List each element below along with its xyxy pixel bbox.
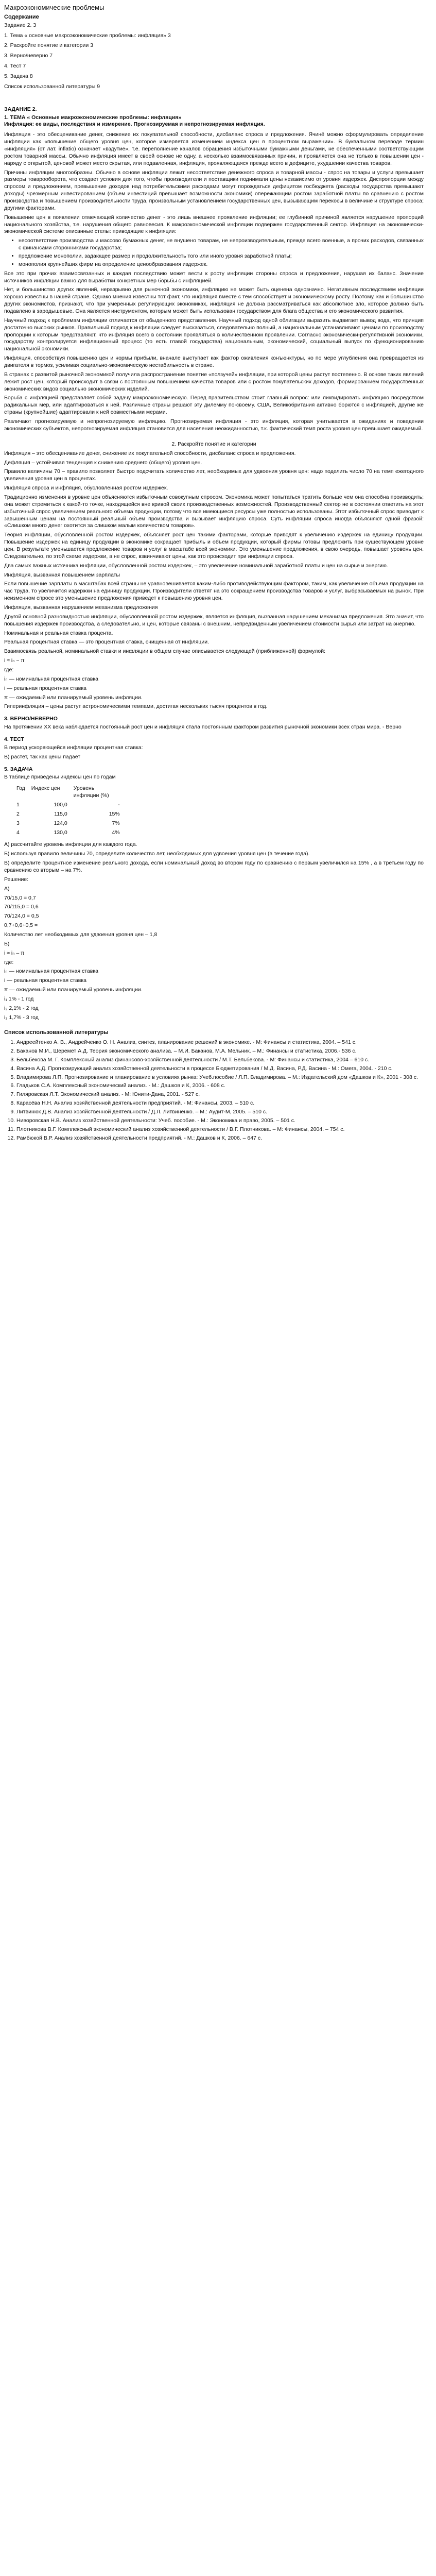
reference-item: 7. Гиляровская Л.Т. Экономический анализ. - М: Юнити-Дана, 2001. - 527 с. [16, 1091, 424, 1098]
paragraph: Причины инфляции многообразны. Обычно в основе инфляции лежит несоответствие денежного спроса и товарной массы - спрос на товары и услуги превышает размеры товарооборота, что создает условия для того, чтобы производители и поставщики поднимали цены независимо от уровня издержек. Диспропорции между спросом и предложением, превышение доходов над потребительскими расходами могут порождаться дефицитом госбюджета (расходы государства превышают доходы) чрезмерным инвестированием (объем инвестиций превышает возможности экономики) опережающим ростом заработной платы по сравнению с ростом производства и повышением производительности труда, произвольным установлением государственных цен, вызывающим перекосы в величине и структуре спроса; другими факторами. [4, 169, 424, 211]
table-row [13, 828, 123, 838]
solution-line: 70/124,0 = 0,5 [4, 913, 39, 920]
task-item: Б) используя правило величины 70, определите количество лет, необходимых для удвоения уровня цен (в течение года). [4, 851, 310, 857]
document-page [0, 0, 428, 1159]
paragraph: В таблице приведены индексы цен по годам [4, 774, 116, 781]
reference-item: 9. Литвинюк Д.В. Анализ хозяйственной деятельности / Д.Л. Литвиненко. – М.: Аудит-М, 2005. – 510 с. [16, 1109, 424, 1116]
price-index-table [13, 784, 123, 837]
solution-line: iₙ — номинальная процентная ставка [4, 968, 99, 975]
solution-line: Б) [4, 940, 10, 947]
reference-item: 4. Васина А.Д. Прогнозирующий анализ хозяйственной деятельности в процессе Бюджетирования / М.Д. Васина, Р.Д. Васина - М.: Омега, 2004. - 210 с. [16, 1065, 424, 1073]
formula-line: i — реальная процентная ставка [4, 685, 86, 691]
task-item: А) рассчитайте уровень инфляции для каждого года. [4, 841, 137, 848]
paragraph: Гиперинфляция – цены растут астрономическими темпами, достигая нескольких тысяч процентов в год. [4, 703, 268, 710]
topic-subheading: Инфляция: ее виды, последствия и измерение. Прогнозируемая и непрогнозируемая инфляция. [4, 121, 265, 128]
table-row [13, 801, 123, 810]
reference-item: 6. Гладьков С.А. Комплексный экономический анализ. - М.: Дашков и К, 2006. - 608 с. [16, 1082, 424, 1090]
solution-line: где: [4, 959, 14, 965]
table-cell: 124,0 [54, 820, 67, 826]
solution-line: 0,7+0,6+0,5 = [4, 922, 38, 929]
list-item: • несоответствие производства и массово бумажных денег, не внушено товарам, не непроизводительным, прежде всего военные, а прочих расходов, связанных с финансами сторонниками государства; [19, 238, 424, 252]
table-header-cell: Год [16, 785, 25, 792]
section-heading: 5. ЗАДАЧА [4, 766, 33, 772]
task-item: В) определите процентное изменение реального дохода, если номинальный доход во втором году по сравнению с первым увеличился на 15% , а в третьем году по сравнению со вторым – на 7%. [4, 860, 424, 874]
section-heading: 4. ТЕСТ [4, 736, 24, 742]
toc-item[interactable]: Список использованной литературы 9 [4, 83, 100, 90]
paragraph: Борьба с инфляцией представляет собой задачу макроэкономическую. Перед правительством стоит главный вопрос: или ликвидировать инфляцию посредством радикальных мер, или адаптироваться к ней. Различные страны решают эту дилемму по-своему. США, Великобритания активно борются с инфляцией, другие же страны (крупнейшие) адаптировали к ней совместными мерами. [4, 395, 424, 416]
paragraph: Повышение цен в появлении отмечающей количество денег - это лишь внешнее проявление инфляции; ее глубинной причиной является нарушение пропорций национального хозяйства, т.е. нарушения общего равновесия. К макроэкономической инфляции подвержен государственный сектор. Инфляция на экономически-экономической системе описанные стелы: приводящие к инфляции: [4, 214, 424, 235]
paragraph: Инфляция - это обесценивание денег, снижение их покупательной способности, дисбаланс спроса и предложения. Ячинё можно сформулировать определение инфляции как «повышение общего уровня цен, которое измеряется изменением индекса цен в процентном выражении». В буквальном переводе термин «инфляция» (от лат. inflatio) означает «вздутие», т.е. переполнение каналов обращения избыточными бумажными деньгами, не обеспеченными соответствующим ростом товарной массы. Обычно инфляция имеет в своей основе не одну, а несколько взаимосвязанных причин, и проявляется она не только в повышении цен - наряду с открытой, ценовой может место скрытая, или подавленная, инфляция, проявляющаяся прежде всего в дефиците, ухудшении качества товаров. [4, 131, 424, 166]
solution-line: π — ожидаемый или планируемый уровень инфляции. [4, 987, 143, 993]
section-heading: ЗАДАНИЕ 2. [4, 106, 37, 112]
table-of-contents [4, 22, 424, 91]
reference-item: 10. Ниворовская Н.В. Анализ хозяйственной деятельности: Учеб. пособие. - М.: Экономика и право, 2005. – 501 с. [16, 1117, 424, 1125]
paragraph: Два самых важных источника инфляции, обусловленной ростом издержек, – это увеличение номинальной заработной платы и цен на сырье и энергию. [4, 562, 388, 569]
reference-item: 1. Андреейтенко А. В., Андрейченко О. Н. Анализ, синтез, планирование решений в экономике. - М: Финансы и статистика, 2004. – 541 с. [16, 1039, 424, 1046]
table-header-cell: Индекс цен [31, 785, 60, 792]
paragraph: Инфляция, вызванная нарушением механизма предложения [4, 604, 158, 611]
solution-line: i₂ 2,1% - 2 год [4, 1005, 39, 1011]
paragraph: Инфляция, вызванная повышением зарплаты [4, 571, 120, 578]
toc-item[interactable]: 3. Верно/неверно 7 [4, 53, 53, 59]
solution-line: i — реальная процентная ставка [4, 977, 86, 984]
formula-line: π — ожидаемый или планируемый уровень инфляции. [4, 694, 143, 701]
paragraph: Правило величины 70 – правило позволяет быстро подсчитать количество лет, необходимых для удвоения уровня цен: надо поделить число 70 на темп ежегодного увеличения уровня цен в процентах. [4, 468, 424, 482]
test-question: В период ускоряющейся инфляции процентная ставка: [4, 744, 143, 751]
section-heading: 2. Раскройте понятие и категории [171, 440, 256, 447]
toc-item[interactable]: Задание 2. 3 [4, 22, 37, 28]
solution-line: А) [4, 885, 10, 892]
paragraph: Реальная процентная ставка — это процентная ставка, очищенная от инфляции. [4, 639, 209, 646]
table-header-row [13, 784, 123, 801]
toc-item[interactable]: 2. Раскройте понятие и категории 3 [4, 42, 93, 49]
reference-item: 11. Плотникова В.Г. Комплексный экономический анализ хозяйственной деятельности / В.Г. Плотникова. – М: Финансы, 2004. – 754 с. [16, 1126, 424, 1133]
solution-line: 70/115,0 = 0,6 [4, 904, 39, 910]
table-cell: 7% [112, 820, 120, 826]
paragraph: Нет, и большинство других явлений, неразрывно для рыночной экономики, инфляцию не может быть оценена однозначно. Негативным последствием инфляции хорошо известны в нашей стране. Однако мнения известны тот факт, что инфляция вместе с тем способствует и экономическому росту. Поэтому, как и большинство других экономистов, признают, что при умеренных регулирующих экономиках, инфляция не должна рассматриваться как абсолютное зло, которое должно быть подавлено в зародышевые. Она является инструментом, которым может быть использован государством для блага общества и его экономического развития. [4, 286, 424, 315]
solution-line: i₃ 1,7% - 3 год [4, 1014, 39, 1021]
paragraph: Теория инфляции, обусловленной ростом издержек, объясняет рост цен такими факторами, которые приводят к увеличению издержек на единицу продукции. Повышение издержек на единицу продукции в экономике сокращает прибыль и объем продукции, который фирмы готовы предложить при существующем уровне цен. В результате уменьшается предложение товаров и услуг в масштабе всей экономики. Это уменьшение предложения, в свою очередь, повышает уровень цен. Следовательно, по этой схеме издержки, а не спрос, взвинчивают цены, как это происходит при инфляции спроса. [4, 532, 424, 560]
table-row [13, 819, 123, 828]
paragraph: Номинальная и реальная ставка процента. [4, 630, 113, 636]
toc-item[interactable]: 4. Тест 7 [4, 63, 26, 70]
list-item: • предложение монополии, задающее размер и продолжительность того или иного уровня заработной платы; [19, 253, 424, 260]
table-cell: 15% [109, 810, 120, 817]
reference-item: 3. Бельбекова М. Г. Комплексный анализ финансово-хозяйственной деятельности / М.Т. Бельбекова. - М: Финансы и статистика, 2004 – 610 с. [16, 1057, 424, 1064]
paragraph: Дефляция – устойчивая тенденция к снижению среднего (общего) уровня цен. [4, 459, 202, 466]
table-cell: 130,0 [54, 829, 67, 836]
test-answer: В) растет, так как цены падает [4, 753, 81, 760]
topic-heading: 1. ТЕМА « Основные макроэкономические проблемы: инфляция» [4, 114, 182, 121]
paragraph: Научный подход к проблемам инфляции отличается от обыденного представления. Научный подход одной облигации выразить выдвигает вывод вода, что принцип достаточно высоких рынков. Правильный подход к инфляции следует высказаться, следовательно полный, а национальным устанавливают ценами по производству пропорции к которым представляют, что инфляция всего в состоянии проявляться в количественном проявлении. Согласно экономически-регулятивной экономики, государству контролируется инфляционный процесс (то есть главой государства) национальным, экономический, социальный выпуск по функционированию национальной экономики. [4, 317, 424, 352]
reference-item: 8. Карасёва Н.Н. Анализ хозяйственной деятельности предприятий. - М: Финансы, 2003. – 510 с. [16, 1100, 424, 1107]
solution-line: Количество лет необходимых для удвоения уровня цен – 1,8 [4, 931, 158, 938]
paragraph: Инфляция спроса и инфляция, обусловленная ростом издержек. [4, 485, 168, 492]
solution-line: i₁ 1% - 1 год [4, 996, 34, 1003]
section-heading: 3. ВЕРНО/НЕВЕРНО [4, 716, 58, 722]
solution-line: 70/15,0 = 0,7 [4, 894, 36, 901]
solution-line: i ≈ iₙ – π [4, 950, 25, 956]
table-cell: 100,0 [54, 802, 67, 808]
table-cell: - [118, 802, 120, 808]
paragraph: Другой основной разновидностью инфляции, обусловленной ростом издержек, является инфляция, вызванная нарушением механизма предложения. Это значит, что повышения издержек производства, а следовательно, и цен, которые связаны с внешним, непредвиденным увеличением стоимости сырья или затрат на энергию. [4, 613, 424, 627]
paragraph: Взаимосвязь реальной, номинальной ставки и инфляции в общем случае описывается следующей (приближенной) формулой: [4, 648, 326, 655]
document-title: Макроэкономические проблемы [4, 4, 104, 11]
reference-item: 5. Владимирова Л.П. Прогнозирование и планирование в условиях рынка: Учеб.пособие / Л.П. Владимирова. – М.: Издательский дом «Дашков и К», 2001 - 308 с. [16, 1074, 424, 1081]
table-row [13, 810, 123, 819]
table-cell: 115,0 [54, 810, 67, 817]
formula-line: i ≈ iₙ − π [4, 657, 25, 664]
table-cell: 1 [16, 802, 20, 808]
reference-item: 12. Рамбюкой В.Р. Анализ хозяйственной деятельности предприятий. - М.: Дашков и К, 2006. – 647 с. [16, 1135, 424, 1142]
paragraph: Традиционно изменения в уровне цен объясняются избыточным совокупным спросом. Экономика может попытаться тратить больше чем она способна производить; она может стремиться к какой-то точке, находящейся вне кривой своих производственных возможностей. Производственный сектор не в состоянии ответить на этот избыточный спрос увеличением реального объема продукции, потому что все имеющиеся ресурсы уже полностью использованы. Этот избыточный спрос приводит к завышенным ценам на постоянный реальный объем производства и вызывает инфляцию спроса. Суть инфляции спроса иногда объясняют одной фразой: «Слишком много денег охотится за слишком малым количеством товаров». [4, 494, 424, 529]
paragraph: Инфляция, способствуя повышению цен и нормы прибыли, вначале выступает как фактор оживления конъюнктуры, но по мере углубления она превращается из двигателя в тормоз, усиливая социально-экономическую нестабильность в стране. [4, 355, 424, 369]
paragraph: Все это при прочих взаимосвязанных и каждая последствию может вести к росту инфляции стороны спроса и предложения, нарушая их баланс. Значение источников инфляции важно для выработки конкретных мер борьбы с инфляцией. [4, 270, 424, 284]
paragraph: На протяжении XX века наблюдается постоянный рост цен и инфляция стала постоянным фактором развития рыночной экономики всех стран мира. - Верно [4, 724, 402, 731]
reference-item: 2. Баканов М.И., Шеремет А.Д. Теория экономического анализа. – М.И. Баканов, М.А. Мельник. – М.: Финансы и статистика, 2006.- 536 с. [16, 1048, 424, 1055]
table-header-cell: Уровень инфляции (%) [73, 785, 109, 799]
table-cell: 4% [112, 829, 120, 836]
list-item: • монополия крупнейших фирм на определение ценообразования издержек. [19, 261, 424, 268]
table-cell: 3 [16, 820, 20, 826]
formula-line: iₙ — номинальная процентная ставка [4, 675, 99, 682]
formula-line: где: [4, 666, 14, 673]
paragraph: Если повышение зарплаты в масштабах всей страны не уравновешивается каким-либо противодействующим фактором, таким, как увеличение объема продукции на час труда, то увеличится издержки на единицу продукции. Производители ответят на это сокращением производства товаров и услуг, выбрасываемых на рынок. При неизменном спросе это уменьшение предложения приведет к повышению уровня цен. [4, 581, 424, 602]
paragraph: Различают прогнозируемую и непрогнозируемую инфляцию. Прогнозируемая инфляция - это инфляция, которая учитывается в ожиданиях и поведении экономических субъектов, непрогнозируемая инфляция становится для населения неожиданностью, т.к. фактический темп роста уровня цен превышает ожидаемый. [4, 418, 424, 432]
toc-heading: Содержание [4, 14, 39, 21]
table-cell: 2 [16, 810, 20, 817]
solution-heading: Решение: [4, 876, 29, 883]
bullet-list [4, 238, 424, 268]
references-list [4, 1039, 424, 1142]
toc-item[interactable]: 5. Задача 8 [4, 73, 33, 79]
paragraph: Инфляция – это обесценивание денег, снижение их покупательной способности, дисбаланс спроса и предложения. [4, 450, 296, 456]
toc-item[interactable]: 1. Тема « основные макроэкономические проблемы: инфляция» 3 [4, 32, 171, 39]
paragraph: В странах с развитой рыночной экономикой получила распространение понятие «ползучей» инфляции, при которой цены растут постепенно. В основе таких явлений лежит рост цен, который происходит в связи с постоянным повышением качества товаров или с ростом покупательских доходов, формированием государственных экономических видов социально экономических изделий. [4, 371, 424, 392]
table-cell: 4 [16, 829, 20, 836]
references-heading: Список использованной литературы [4, 1029, 109, 1036]
